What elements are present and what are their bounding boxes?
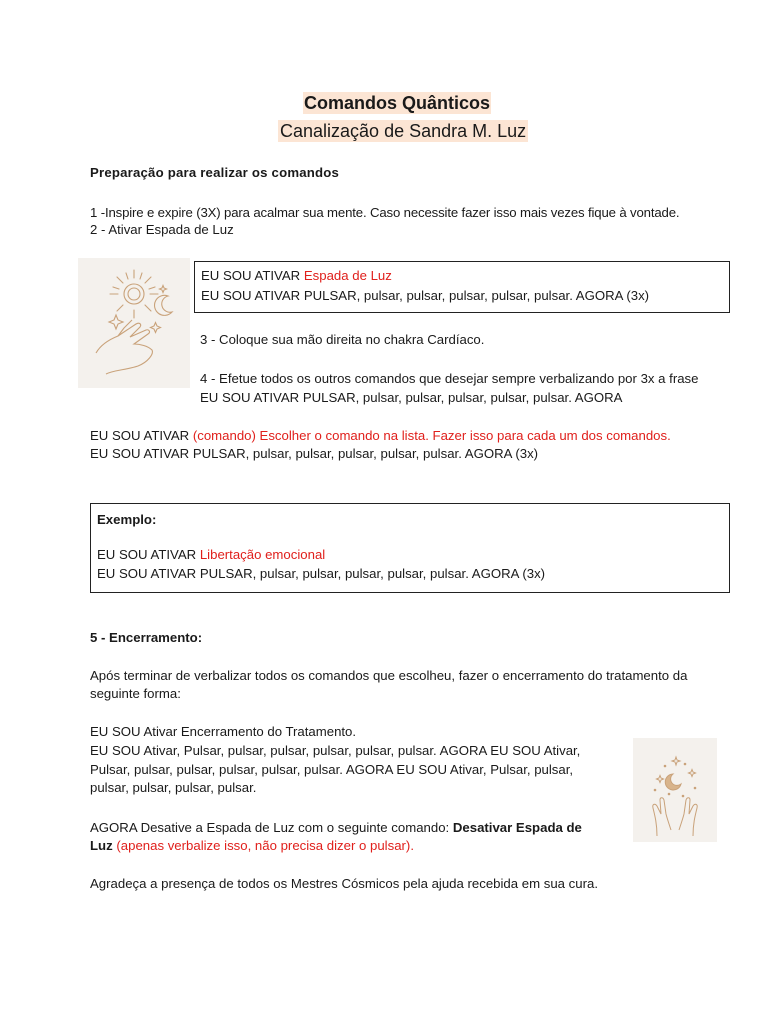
step-4-line-1: 4 - Efetue todos os outros comandos que desejar sempre verbalizando por 3x a frase: [200, 371, 699, 386]
box1-line-1: [201, 267, 392, 285]
closing-intro-line-2: seguinte forma:: [90, 686, 181, 701]
box1-line-1-red: Espada de Luz: [303, 268, 392, 283]
prep-step-1: 1 -Inspire e expire (3X) para acalmar sua mente. Caso necessite fazer isso mais vezes fique à vontade.: [90, 205, 680, 220]
example-line-2: EU SOU ATIVAR PULSAR, pulsar, pulsar, pulsar, pulsar, pulsar. AGORA (3x): [97, 566, 546, 581]
command-line-2: EU SOU ATIVAR PULSAR, pulsar, pulsar, pulsar, pulsar, pulsar. AGORA (3x): [90, 446, 539, 461]
closing-cmd-line-2: EU SOU Ativar, Pulsar, pulsar, pulsar, pulsar, pulsar, pulsar. AGORA EU SOU Ativar,: [90, 743, 581, 758]
deactivate-prefix: AGORA Desative a Espada de Luz com o seguinte comando:: [90, 820, 453, 835]
step-4-line-2: EU SOU ATIVAR PULSAR, pulsar, pulsar, pulsar, pulsar, pulsar. AGORA: [200, 390, 623, 405]
hand-sun-illustration: [78, 258, 190, 388]
closing-cmd-line-4: pulsar, pulsar, pulsar, pulsar.: [90, 780, 257, 795]
deactivate-line-1: [90, 819, 582, 837]
thanks-line: Agradeça a presença de todos os Mestres Cósmicos pela ajuda recebida em sua cura.: [90, 876, 598, 891]
page-title: Comandos Quânticos: [304, 93, 491, 113]
page-subtitle: Canalização de Sandra M. Luz: [280, 121, 527, 141]
deactivate-line-2: [90, 837, 414, 855]
deactivate-command-part-1: Desativar Espada de: [452, 820, 582, 835]
example-heading: Exemplo:: [97, 512, 157, 527]
closing-intro-line-1: Após terminar de verbalizar todos os comandos que escolheu, fazer o encerramento do tratamento da: [90, 668, 688, 683]
closing-cmd-line-1: EU SOU Ativar Encerramento do Tratamento.: [90, 724, 357, 739]
command-line-1-red: (comando) Escolher o comando na lista. Fazer isso para cada um dos comandos.: [192, 428, 671, 443]
hands-moon-illustration: [633, 738, 717, 842]
prep-step-2: 2 - Ativar Espada de Luz: [90, 222, 234, 237]
deactivate-command-part-2: Luz: [90, 838, 113, 853]
hand-sun-icon: [78, 258, 190, 388]
example-line-1: [97, 546, 325, 564]
step-3: 3 - Coloque sua mão direita no chakra Cardíaco.: [200, 332, 485, 347]
closing-heading: 5 - Encerramento:: [90, 630, 203, 645]
deactivate-note: (apenas verbalize isso, não precisa dizer o pulsar).: [112, 838, 414, 853]
command-line-1-prefix: EU SOU ATIVAR: [90, 428, 193, 443]
box1-line-1-prefix: EU SOU ATIVAR: [201, 268, 304, 283]
box1-line-2: EU SOU ATIVAR PULSAR, pulsar, pulsar, pulsar, pulsar, pulsar. AGORA (3x): [201, 288, 650, 303]
prep-heading: Preparação para realizar os comandos: [90, 165, 340, 180]
hands-moon-icon: [633, 738, 717, 842]
example-line-1-red: Libertação emocional: [199, 547, 326, 562]
closing-cmd-line-3: Pulsar, pulsar, pulsar, pulsar, pulsar, pulsar. AGORA EU SOU Ativar, Pulsar, pulsar,: [90, 762, 574, 777]
example-line-1-prefix: EU SOU ATIVAR: [97, 547, 200, 562]
command-line-1: [90, 427, 671, 445]
